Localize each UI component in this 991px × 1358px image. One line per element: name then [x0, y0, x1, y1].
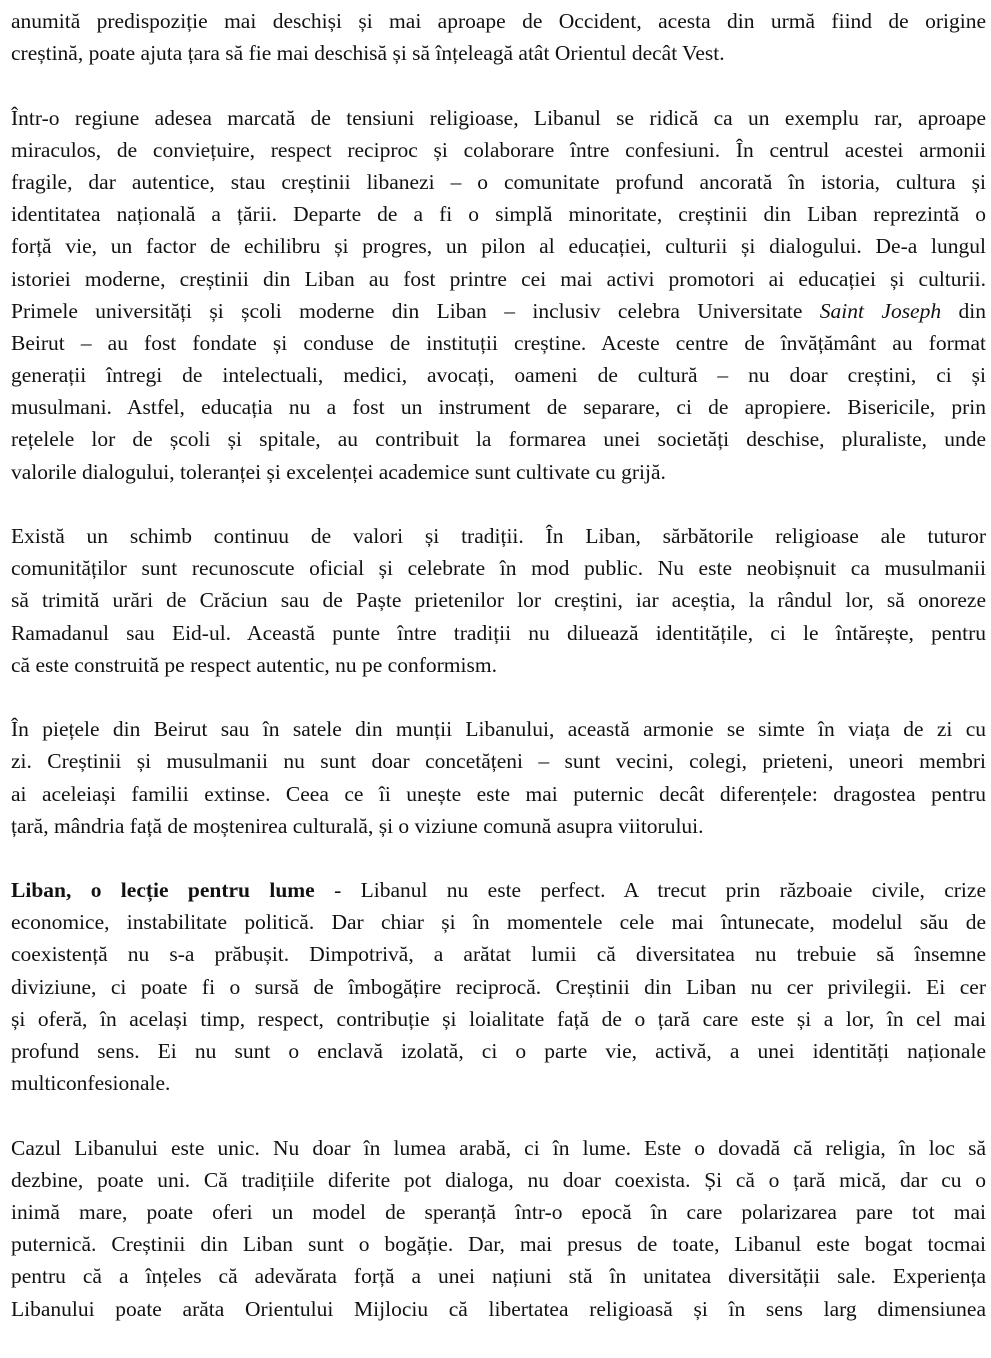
text-line: că este construită pe respect autentic, nu pe conformism. — [11, 652, 497, 677]
text-line: Cazul Libanului este unic. Nu doar în lumea arabă, ci în lume. Este o dovadă că religia, în loc să — [11, 1135, 986, 1160]
text-line: ai aceleiași familii extinse. Ceea ce îi unește este mai puternic decât diferențele: dragostea pentru — [11, 781, 986, 806]
text-line: profund sens. Ei nu sunt o enclavă izolată, ci o parte vie, activă, a unei identități naționale — [11, 1039, 986, 1063]
paragraph-lebanon-harmony — [11, 102, 986, 488]
text-line: țară, mândria față de moștenirea culturală, și o viziune comună asupra viitorului. — [11, 813, 704, 838]
text-line: valorile dialogului, toleranței și excelenței academice sunt cultivate cu grijă. — [11, 459, 666, 484]
text-line: forță vie, un factor de echilibru și progres, un pilon al educației, culturii și dialogului. De-a lungul — [11, 234, 986, 259]
text-line: Libanului poate arăta Orientului Mijlociu că libertatea religioasă și în sens larg dimensiunea — [11, 1296, 986, 1321]
text-line: zi. Creștinii și musulmanii nu sunt doar concetățeni – sunt vecini, colegi, prieteni, uneori membri — [11, 749, 986, 774]
text-line: Beirut – au fost fondate și conduse de instituții creștine. Aceste centre de învățământ au format — [11, 330, 986, 355]
text-line: comunităților sunt recunoscute oficial și celebrate în mod public. Nu este neobișnuit ca musulmanii — [11, 556, 986, 581]
text-line: identitatea națională a țării. Departe de a fi o simplă minoritate, creștinii din Liban reprezintă o — [11, 202, 986, 227]
text-line: miraculos, de conviețuire, respect reciproc și colaborare între confesiuni. În centrul acestei armonii — [11, 137, 986, 162]
text-segment: din — [941, 298, 986, 323]
text-line: Într-o regiune adesea marcată de tensiuni religioase, Libanul se ridică ca un exemplu rar, aproape — [11, 105, 986, 130]
text-line: economice, instabilitate politică. Dar chiar și în momentele cele mai întunecate, modelul său de — [11, 910, 986, 935]
paragraph-unique-case — [11, 1132, 986, 1325]
text-line: puternică. Creștinii din Liban sunt o bogăție. Dar, mai presus de toate, Libanul este bogat tocmai — [11, 1232, 986, 1257]
section-heading: Liban, o lecție pentru lume — [11, 878, 315, 903]
text-line: generații întregi de intelectuali, medici, avocați, oameni de cultură – nu doar creștini, ci și — [11, 363, 986, 388]
text-line: dezbine, poate uni. Că tradițiile diferite pot dialoga, nu doar coexista. Și că o țară mică, dar cu o — [11, 1167, 986, 1192]
paragraph-exchange-traditions — [11, 520, 986, 681]
text-line: creștină, poate ajuta țara să fie mai deschisă și să înțeleagă atât Orientul decât Vest. — [11, 41, 725, 66]
text-line-with-heading — [11, 874, 986, 906]
text-line: În piețele din Beirut sau în satele din munții Libanului, această armonie se simte în viața de zi cu — [11, 717, 986, 742]
text-line: coexistență nu s-a prăbușit. Dimpotrivă, a arătat lumii că diversitatea nu trebuie să însemne — [11, 942, 986, 967]
paragraph-intro-continuation — [11, 5, 986, 69]
text-line: anumită predispoziție mai deschiși și mai aproape de Occident, acesta din urmă fiind de origine — [11, 9, 986, 33]
text-line: pentru că a înțeles că adevărata forță a unei națiuni stă în unitatea diversității sale. Experiența — [11, 1264, 986, 1289]
text-segment: - Libanul nu este perfect. A trecut prin războaie civile, crize — [314, 878, 986, 903]
text-line: diviziune, ci poate fi o sursă de îmbogățire reciprocă. Creștinii din Liban nu cer privilegii. Ei cer — [11, 974, 986, 999]
paragraph-daily-life — [11, 713, 986, 842]
text-line: rețelele lor de școli și spitale, au contribuit la formarea unei societăți deschise, pluraliste, unde — [11, 427, 986, 452]
text-line: să trimită urări de Crăciun sau de Paște prietenilor lor creștini, iar aceștia, la rândul lor, să onoreze — [11, 588, 986, 613]
text-line: inimă mare, poate oferi un model de speranță într-o epocă în care polarizarea pare tot mai — [11, 1199, 986, 1224]
text-line: și oferă, în același timp, respect, contribuție și loialitate față de o țară care este și a lor, în cel mai — [11, 1006, 986, 1031]
text-line-with-italic — [11, 295, 986, 327]
text-line: fragile, dar autentice, stau creștinii libanezi – o comunitate profund ancorată în istoria, cultura și — [11, 169, 986, 194]
university-name-italic: Saint Joseph — [819, 298, 942, 323]
text-line: Există un schimb continuu de valori și tradiții. În Liban, sărbătorile religioase ale tuturor — [11, 524, 986, 548]
text-segment: Primele universități și școli moderne din Liban – inclusiv celebra Universitate — [11, 298, 820, 323]
text-line: istoriei moderne, creștinii din Liban au fost printre cei mai activi promotori ai educației și culturii. — [11, 266, 986, 291]
paragraph-lesson-for-world — [11, 874, 986, 1099]
text-line: multiconfesionale. — [11, 1071, 171, 1096]
text-line: Ramadanul sau Eid-ul. Această punte între tradiții nu diluează identitățile, ci le întărește, pentru — [11, 620, 986, 645]
text-line: musulmani. Astfel, educația nu a fost un instrument de separare, ci de apropiere. Bisericile, prin — [11, 395, 986, 420]
document-page — [11, 5, 986, 1357]
